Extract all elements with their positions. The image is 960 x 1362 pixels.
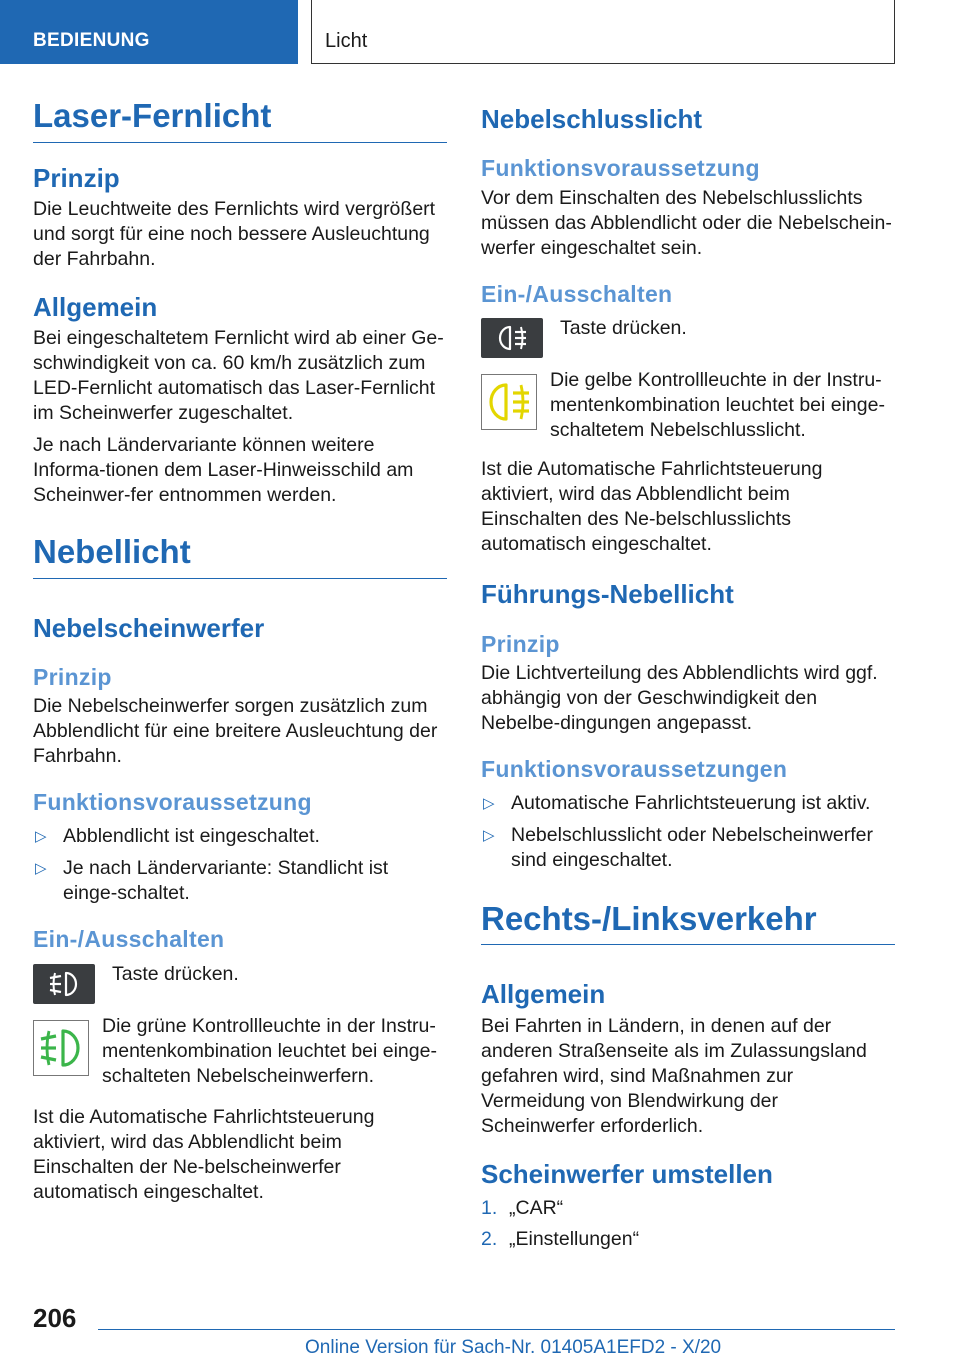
bullet-icon: ▷ [35, 859, 47, 877]
bullet-icon: ▷ [35, 827, 47, 845]
rear-fog-light-indicator-icon [481, 374, 537, 430]
front-fog-light-key-icon [33, 964, 95, 1004]
schluss-auto-text: Ist die Automatische Fahrlichtsteuerung aktiviert, wird das Abblendlicht beim Einschalten des Ne-belschlusslichts automatisch eingeschaltet. [481, 458, 823, 556]
fuehrung-prinzip-text: Die Lichtverteilung des Abblendlichts wird ggf. abhängig von der Geschwindigkeit den Nebelbe-dingungen angepasst. [481, 662, 878, 735]
bullet-icon: ▷ [483, 794, 495, 812]
rear-fog-key-row [481, 318, 895, 358]
step-number: 2. [481, 1227, 498, 1250]
footer-divider [98, 1329, 895, 1330]
nebelscheinwerfer-heading: Nebelscheinwerfer [33, 612, 265, 643]
laser-allgemein-text-1: Bei eingeschaltetem Fernlicht wird ab einer Ge-schwindigkeit von ca. 60 km/h zusätzlich zum LED-Fernlicht automatisch das Laser-Fernlicht im Scheinwerfer zugeschaltet. [33, 326, 444, 424]
nebel-prinzip-heading: Prinzip [33, 663, 112, 690]
list-item-text: Je nach Ländervariante: Standlicht ist einge-schaltet. [63, 856, 389, 904]
nebelschlusslicht-heading: Nebelschlusslicht [481, 104, 703, 134]
laser-allgemein-heading: Allgemein [33, 291, 158, 322]
nebel-prinzip-text: Die Nebelscheinwerfer sorgen zusätzlich zum Abblendlicht für eine breitere Ausleuchtung der Fahrbahn. [33, 695, 438, 768]
rear-fog-key-text: Taste drücken. [560, 317, 687, 340]
step-text: „Einstellungen“ [509, 1227, 640, 1250]
list-item [33, 824, 447, 849]
section-title: BEDIENUNG [33, 30, 150, 51]
front-fog-key-row [33, 964, 447, 1004]
fuehrung-funktion-heading: Funktionsvoraussetzungen [481, 756, 788, 783]
page-number: 206 [33, 1303, 77, 1333]
section-tab [0, 0, 298, 64]
rear-fog-light-key-icon [481, 318, 543, 358]
step-number: 1. [481, 1196, 498, 1219]
fuehrungs-nebellicht-heading: Führungs-Nebellicht [481, 579, 734, 610]
schluss-funktion-text: Vor dem Einschalten des Nebelschlusslichts müssen das Abblendlicht oder die Nebelschein-werfer eingeschaltet sein. [481, 186, 892, 259]
schluss-funktion-heading: Funktionsvoraussetzung [481, 155, 760, 182]
front-fog-indicator-text: Die grüne Kontrollleuchte in der Instru-mentenkombination leuchtet bei einge-schalteten Nebelscheinwerfern. [102, 1014, 437, 1087]
footer-note: Online Version für Sach-Nr. 01405A1EFD2 - X/20 [305, 1337, 722, 1358]
list-item [33, 856, 447, 906]
step-text: „CAR“ [509, 1196, 564, 1219]
rear-fog-indicator-row [481, 368, 895, 443]
rl-allgemein-text: Bei Fahrten in Ländern, in denen auf der anderen Straßenseite als im Zulassungsland gefahren wird, sind Maßnahmen zur Vermeidung von Blendwirkung der Scheinwerfer erforderlich. [481, 1014, 867, 1137]
chapter-tab [311, 0, 895, 64]
laser-prinzip-heading: Prinzip [33, 162, 120, 193]
list-item [481, 823, 895, 873]
nebel-funktion-heading: Funktionsvoraussetzung [33, 789, 312, 816]
front-fog-light-indicator-icon [33, 1020, 89, 1076]
laser-allgemein-text-2: Je nach Ländervariante können weitere Informa-tionen dem Laser-Hinweisschild am Scheinwer-fer entnommen werden. [33, 433, 414, 506]
laser-prinzip-text: Die Leuchtweite des Fernlichts wird vergrößert und sorgt für eine noch bessere Ausleuchtung der Fahrbahn. [33, 197, 436, 270]
scheinwerfer-umstellen-heading: Scheinwerfer umstellen [481, 1158, 773, 1189]
nebellicht-title: Nebellicht [33, 532, 447, 579]
schluss-einaus-heading: Ein-/Ausschalten [481, 280, 673, 307]
front-fog-indicator-row [33, 1014, 447, 1089]
fuehrung-prinzip-heading: Prinzip [481, 630, 560, 657]
chapter-title: Licht [325, 30, 368, 52]
rl-allgemein-heading: Allgemein [481, 979, 606, 1010]
list-item-text: Nebelschlusslicht oder Nebelscheinwerfer sind eingeschaltet. [511, 823, 874, 871]
front-fog-key-text: Taste drücken. [112, 962, 239, 985]
left-column [33, 96, 447, 1205]
nebel-auto-text: Ist die Automatische Fahrlichtsteuerung aktiviert, wird das Abblendlicht beim Einschalten der Ne-belscheinwerfer automatisch eingeschaltet. [33, 1105, 375, 1203]
list-item-text: Abblendlicht ist eingeschaltet. [63, 824, 320, 847]
right-column [481, 96, 895, 1252]
nebel-einaus-heading: Ein-/Ausschalten [33, 925, 225, 952]
list-item [481, 1196, 895, 1221]
list-item-text: Automatische Fahrlichtsteuerung ist aktiv. [511, 791, 871, 814]
list-item [481, 791, 895, 816]
bullet-icon: ▷ [483, 826, 495, 844]
laser-fernlicht-title: Laser-Fernlicht [33, 96, 447, 143]
list-item [481, 1227, 895, 1252]
rechts-linksverkehr-title: Rechts-/Linksverkehr [481, 899, 895, 946]
rear-fog-indicator-text: Die gelbe Kontrollleuchte in der Instru-mentenkombination leuchtet bei einge-schaltetem Nebelschlusslicht. [550, 369, 885, 442]
